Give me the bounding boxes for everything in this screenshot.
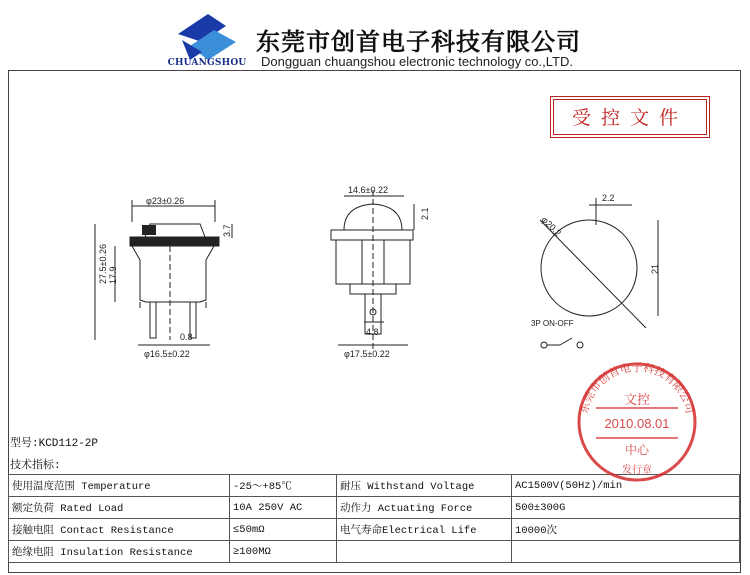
right-dim-notch: 2.2 [602, 193, 615, 203]
seal-ring-text: 东莞市创首电子科技有限公司 [577, 360, 697, 415]
middle-dim-width: 14.6±0.22 [348, 185, 388, 195]
drawing-right-cutout [531, 193, 660, 348]
right-dim-height: 21 [650, 263, 660, 274]
left-dim-height-total: 27.5±0.26 [98, 244, 108, 284]
spec-value: 500±300G [512, 497, 740, 519]
table-row [9, 541, 740, 563]
table-row [9, 519, 740, 541]
middle-dim-top: 2.1 [420, 207, 430, 220]
logo-label: CHUANGSHOU [167, 58, 247, 68]
left-dim-height-body: 17.9 [108, 266, 118, 284]
spec-label: 使用温度范围 Temperature [9, 475, 230, 497]
spec-value [512, 541, 740, 563]
middle-dim-pin: 4.8 [366, 327, 379, 337]
seal-bottom-text: 发行章 [622, 465, 652, 476]
spec-label: 动作力 Actuating Force [337, 497, 512, 519]
middle-dim-base: φ17.5±0.22 [344, 349, 390, 359]
table-row [9, 497, 740, 519]
drawing-left-side-view [95, 196, 232, 359]
spec-value: 10A 250V AC [230, 497, 337, 519]
right-dim-diameter: φ20.2 [539, 214, 564, 239]
drawing-middle-front-view [331, 185, 430, 359]
spec-value: ≥100MΩ [230, 541, 337, 563]
spec-table [8, 474, 740, 563]
document-control-seal [572, 356, 702, 486]
company-name-en: Dongguan chuangshou electronic technology co.,LTD. [261, 54, 573, 69]
left-dim-base: φ16.5±0.22 [144, 349, 190, 359]
controlled-document-stamp: 受控文件 [553, 99, 707, 135]
model-number: 型号:KCD112-2P [10, 438, 99, 450]
left-dim-pin: 0.8 [180, 332, 193, 342]
spec-label: 耐压 Withstand Voltage [337, 475, 512, 497]
spec-value: -25～+85℃ [230, 475, 337, 497]
seal-date: 2010.08.01 [604, 416, 670, 431]
spec-value: AC1500V(50Hz)/min [512, 475, 740, 497]
spec-label: 接触电阻 Contact Resistance [9, 519, 230, 541]
right-circuit-label: 3P ON-OFF [531, 319, 574, 328]
seal-line1: 文控 [623, 393, 651, 408]
spec-label: 额定负荷 Rated Load [9, 497, 230, 519]
company-name-cn: 东莞市创首电子科技有限公司 [256, 27, 581, 56]
spec-label [337, 541, 512, 563]
spec-value: ≤50mΩ [230, 519, 337, 541]
seal-line3: 中心 [624, 443, 650, 457]
spec-label: 电气寿命Electrical Life [337, 519, 512, 541]
spec-value: 10000次 [512, 519, 740, 541]
left-dim-width: φ23±0.26 [146, 196, 185, 206]
spec-label: 绝缘电阻 Insulation Resistance [9, 541, 230, 563]
spec-title: 技术指标: [10, 460, 61, 472]
left-dim-top: 3.7 [222, 224, 232, 237]
